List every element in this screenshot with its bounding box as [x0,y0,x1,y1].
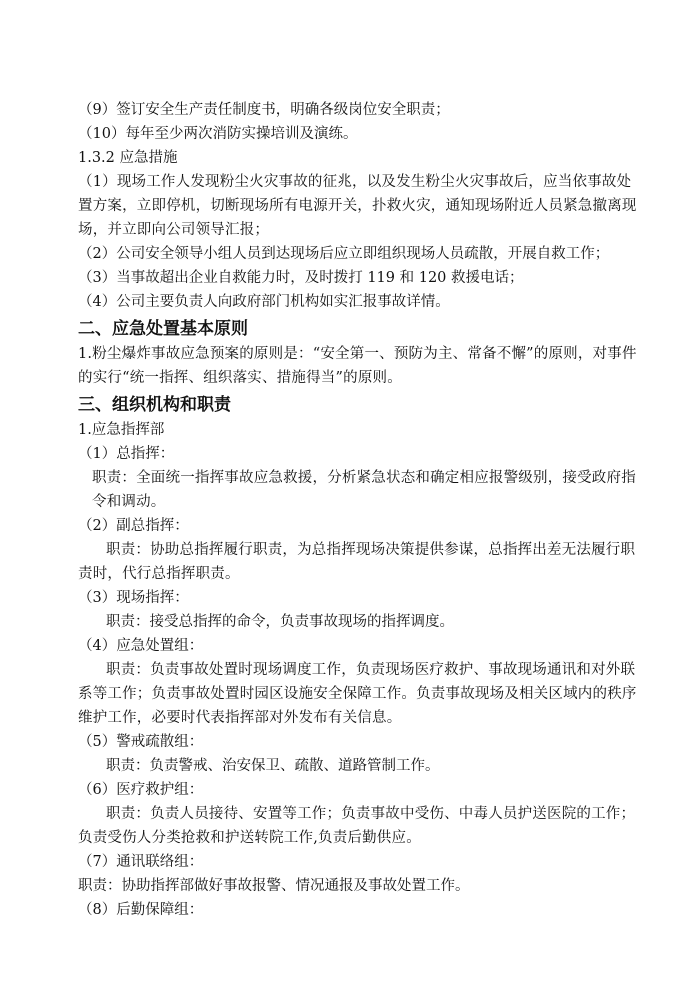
measure-1: （1）现场工作人发现粉尘火灾事故的征兆，以及发生粉尘火灾事故后，应当依事故处置方案，立即停机，切断现场所有电源开关，扑救火灾，通知现场附近人员紧急撤离现场，并立即向公司领导汇报； [78,174,637,238]
role-5-duty: 职责：负责警戒、治安保卫、疏散、道路管制工作。 [106,758,440,774]
role-3-duty: 职责：接受总指挥的命令，负责事故现场的指挥调度。 [106,614,454,630]
role-2-duty: 职责：协助总指挥履行职责，为总指挥现场决策提供参谋，总指挥出差无法履行职责时，代行总指挥职责。 [78,542,636,582]
principle-text: 1.粉尘爆炸事故应急预案的原则是：“安全第一、预防为主、常备不懈”的原则，对事件的实行“统一指挥、组织落实、措施得当”的原则。 [78,346,637,386]
role-5-title: （5）警戒疏散组： [78,734,204,750]
heading-organization: 三、组织机构和职责 [78,395,231,415]
role-8-title: （8）后勤保障组： [78,902,204,918]
measure-2: （2）公司安全领导小组人员到达现场后应立即组织现场人员疏散，开展自救工作； [78,246,610,262]
role-3-title: （3）现场指挥： [78,590,189,606]
section-1-3-2-title: 1.3.2 应急措施 [78,150,178,166]
item-9: （9）签订安全生产责任制度书，明确各级岗位安全职责； [78,102,450,118]
org-title: 1.应急指挥部 [78,422,165,438]
role-4-title: （4）应急处置组： [78,638,204,654]
measure-4: （4）公司主要负责人向政府部门机构如实汇报事故详情。 [78,294,450,310]
role-4-duty: 职责：负责事故处置时现场调度工作，负责现场医疗救护、事故现场通讯和对外联系等工作；负责事故处置时园区设施安全保障工作。负责事故现场及相关区域内的秩序维护工作，必要时代表指挥部对外发布有关信息。 [78,662,637,726]
measure-3: （3）当事故超出企业自救能力时，及时拨打 119 和 120 救援电话； [78,270,524,286]
heading-principles: 二、应急处置基本原则 [78,319,248,339]
role-7-title: （7）通讯联络组： [78,854,204,870]
role-1-duty: 职责：全面统一指挥事故应急救援，分析紧急状态和确定相应报警级别，接受政府指令和调动。 [92,470,636,510]
role-6-duty: 职责：负责人员接待、安置等工作；负责事故中受伤、中毒人员护送医院的工作；负责受伤人分类抢救和护送转院工作,负责后勤供应。 [78,806,636,846]
role-6-title: （6）医疗救护组： [78,782,204,798]
role-1-title: （1）总指挥： [78,446,175,462]
item-10: （10）每年至少两次消防实操培训及演练。 [78,126,358,142]
role-2-title: （2）副总指挥： [78,518,189,534]
role-7-duty: 职责：协助指挥部做好事故报警、情况通报及事故处置工作。 [78,878,470,894]
